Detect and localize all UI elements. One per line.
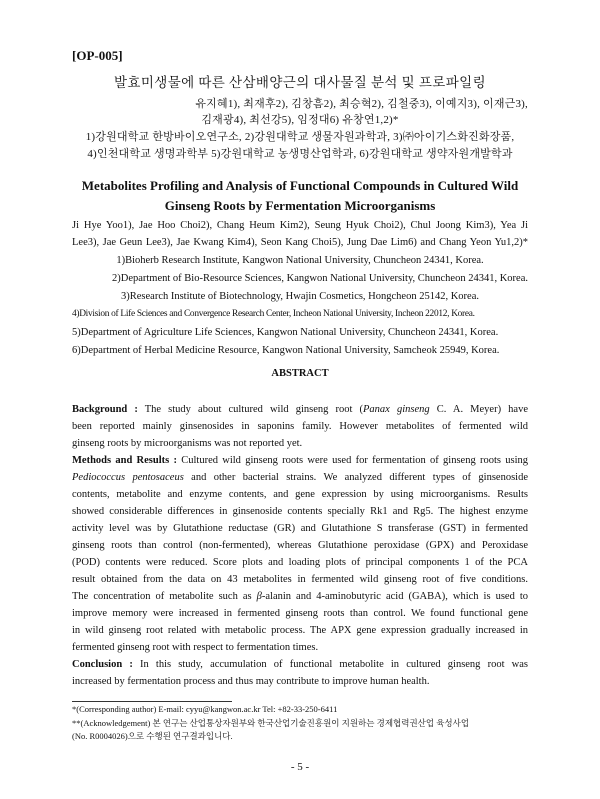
affiliation-1: 1)Bioherb Research Institute, Kangwon National University, Chuncheon 24341, Korea. [116,255,484,266]
english-title-line2: Ginseng Roots by Fermentation Microorganisms [164,198,436,213]
methods-line4: showed considerable differences in ginsenoside contents specially Rk1 and Rg5. The highest enzyme [72,506,528,517]
korean-authors-line2: 김재광4), 최선강5), 임정대6) 유창연1,2)* [201,114,399,126]
background-line1 [72,404,528,415]
affiliation-5: 5)Department of Agriculture Life Sciences, Kangwon National University, Chuncheon 24341, Korea. [72,327,499,338]
background-text: The study about cultured wild ginseng root ( [137,404,364,415]
footnote-acknowledgement-line1: **(Acknowledgement) 본 연구는 산업통상자원부와 한국산업기술진흥원이 지원하는 경제협력권산업 육성사업 [72,718,470,728]
methods-line2 [72,472,528,483]
footnote-corresponding-author: *(Corresponding author) E-mail: cyyu@kangwon.ac.kr Tel: +82-33-250-6411 [72,704,338,714]
background-line3: ginseng roots by microorganisms was not reported yet. [72,438,303,449]
strain-name: Pediococcus pentosaceus [72,472,184,483]
methods-text: -alanin and 4-aminobutyric acid (GABA), which is used to [261,591,528,602]
footnote-rule [72,701,232,702]
methods-line8: result obtained from the data on 43 metabolites in fermented wild ginseng root of five conditions. [72,574,528,585]
methods-line3: contents, metabolite and enzyme contents, and gene expression by using microorganisms. Results [72,489,528,500]
korean-title: 발효미생물에 따른 산삼배양근의 대사물질 분석 및 프로파일링 [113,75,487,90]
beta-symbol: β [256,591,262,602]
methods-line11: in wild ginseng root related with metabolic process. The APX gene expression gradually increased in [72,625,528,636]
english-authors-line2: Lee3), Jae Geun Lee3), Jae Kwang Kim4), Seon Kang Choi5), Jung Dae Lim6) and Chang Yeon Yu1,2)* [72,237,528,248]
methods-line5: activity level was by Glutathione reductase (GR) and Glutathione S transferase (GST) in fermented [72,523,528,534]
page-number: - 5 - [290,761,310,773]
methods-text: The concentration of metabolite such as [72,591,257,602]
korean-affiliations-line1: 1)강원대학교 한방바이오연구소, 2)강원대학교 생물자원과학과, 3)㈜아이기스화진화장품, [85,131,515,143]
conclusion-line1 [72,659,528,670]
conclusion-text: In this study, accumulation of functional metabolite in cultured ginseng root was [132,659,528,670]
conclusion-line2: increased by fermentation process and thus may contribute to improve human health. [72,676,430,687]
korean-affiliations-line2: 4)인천대학교 생명과학부 5)강원대학교 농생명산업학과, 6)강원대학교 생약자원개발학과 [87,148,513,160]
species-name: Panax ginseng [363,404,430,415]
affiliation-3: 3)Research Institute of Biotechnology, Hwajin Cosmetics, Hongcheon 25142, Korea. [121,291,479,302]
affiliation-4: 4)Division of Life Sciences and Convergence Research Center, Incheon National University, Incheon 22012, Korea. [72,309,475,319]
methods-line1 [72,455,528,466]
affiliation-2: 2)Department of Bio-Resource Sciences, Kangwon National University, Chuncheon 24341, Korea. [111,273,528,284]
background-label: Background : [72,404,138,415]
methods-text: and other bacterial strains. We analyzed different types of ginsenoside [183,472,528,483]
methods-label: Methods and Results : [72,455,177,466]
methods-line6: ginseng roots than control (non-fermented), whereas Glutathione peroxidase (GPX) and Peroxidase [72,540,528,551]
methods-text: Cultured wild ginseng roots were used for fermentation of ginseng roots using [176,455,528,466]
affiliation-6: 6)Department of Herbal Medicine Resource, Kangwon National University, Samcheok 25949, Korea. [72,345,500,356]
english-title-line1: Metabolites Profiling and Analysis of Functional Compounds in Cultured Wild [81,178,519,193]
background-line2: been reported mainly ginsenosides in saponins family. However metabolites of fermented wild [72,421,528,432]
methods-line9 [72,591,528,602]
presentation-code: [OP-005] [72,48,123,63]
methods-line10: improve memory were increased in fermented ginseng roots than control. We found functional gene [72,608,528,619]
korean-authors-line1: 유지혜1), 최재후2), 김창흠2), 최승혁2), 김철중3), 이예지3), 이재근3), [195,98,528,110]
methods-line7: (POD) contents were reduced. Score plots and loading plots of principal components 1 of the PCA [72,557,528,568]
footnote-acknowledgement-line2: (No. R0004026)으로 수행된 연구결과입니다. [72,731,233,741]
abstract-heading: ABSTRACT [271,368,329,379]
methods-line12: fermented ginseng root with respect to fermentation times. [72,642,319,653]
background-text: C. A. Meyer) have [429,404,528,415]
english-authors-line1: Ji Hye Yoo1), Jae Hoo Choi2), Chang Heum Kim2), Seung Hyuk Choi2), Chul Joong Kim3), Yea Ji [72,220,528,231]
conclusion-label: Conclusion : [72,659,133,670]
